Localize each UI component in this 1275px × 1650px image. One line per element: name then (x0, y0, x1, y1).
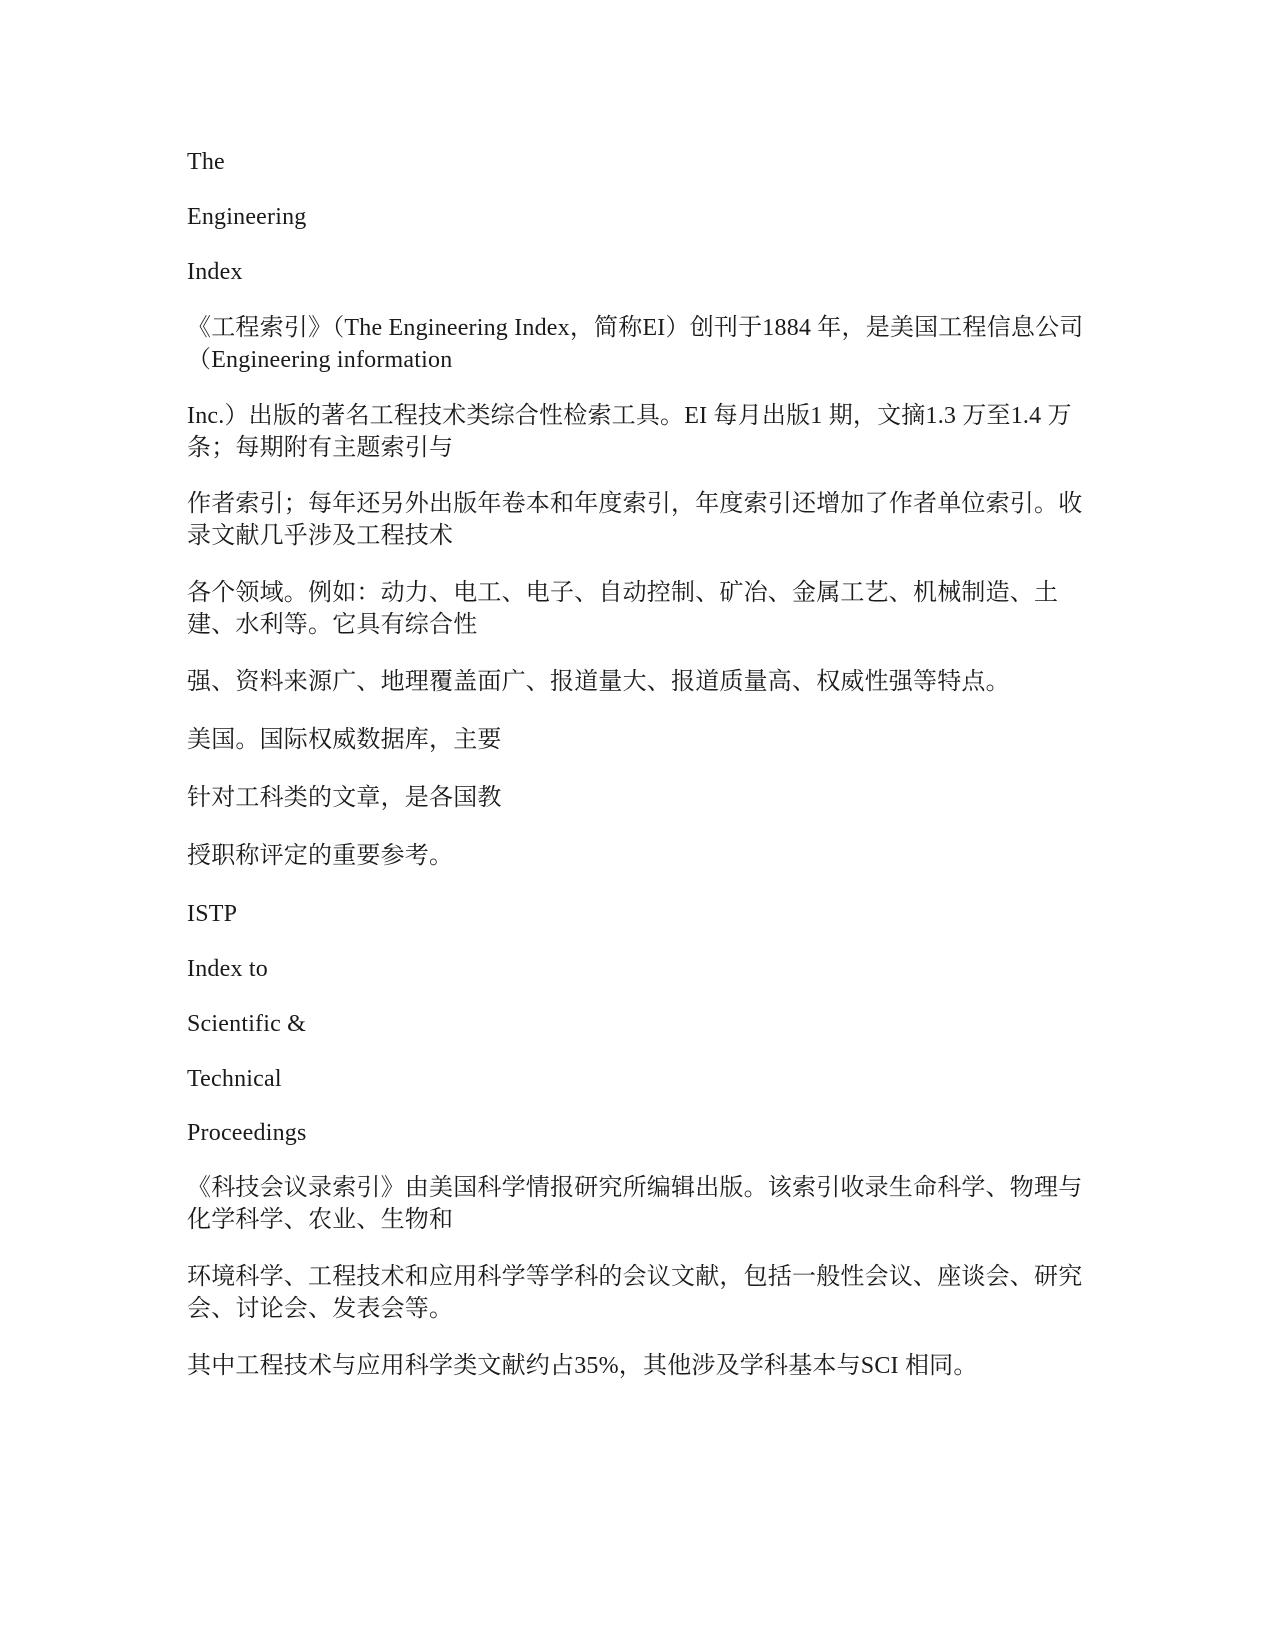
paragraph-ei-features: 强、资料来源广、地理覆盖面广、报道量大、报道质量高、权威性强等特点。 (187, 669, 1010, 695)
paragraph-ei-publisher: Inc.）出版的著名工程技术类综合性检索工具。EI 每月出版1 期，文摘1.3 万至1.4 万条；每期附有主题索引与 (187, 403, 1072, 461)
heading-the: The (187, 149, 225, 175)
paragraph-ei-intro: 《工程索引》（The Engineering Index，简称EI）创刊于1884 年，是美国工程信息公司（Engineering information (187, 315, 1084, 373)
heading-proceedings: Proceedings (187, 1120, 307, 1146)
paragraph-ei-indexes: 作者索引；每年还另外出版年卷本和年度索引，年度索引还增加了作者单位索引。收录文献几乎涉及工程技术 (187, 491, 1083, 549)
heading-index-to: Index to (187, 956, 268, 982)
heading-engineering: Engineering (187, 204, 307, 230)
heading-scientific: Scientific & (187, 1011, 307, 1037)
heading-istp: ISTP (187, 901, 238, 927)
paragraph-professor-reference: 授职称评定的重要参考。 (187, 843, 454, 869)
paragraph-istp-intro: 《科技会议录索引》由美国科学情报研究所编辑出版。该索引收录生命科学、物理与化学科学、农业、生物和 (187, 1175, 1083, 1233)
paragraph-istp-proportion: 其中工程技术与应用科学类文献约占35%，其他涉及学科基本与SCI 相同。 (187, 1353, 978, 1379)
paragraph-istp-scope: 环境科学、工程技术和应用科学等学科的会议文献，包括一般性会议、座谈会、研究会、讨论会、发表会等。 (187, 1264, 1083, 1322)
heading-index: Index (187, 259, 243, 285)
heading-technical: Technical (187, 1066, 282, 1092)
paragraph-usa-database: 美国。国际权威数据库，主要 (187, 727, 502, 753)
paragraph-ei-fields: 各个领域。例如：动力、电工、电子、自动控制、矿冶、金属工艺、机械制造、土建、水利等。它具有综合性 (187, 580, 1059, 638)
paragraph-engineering-articles: 针对工科类的文章，是各国教 (187, 785, 502, 811)
